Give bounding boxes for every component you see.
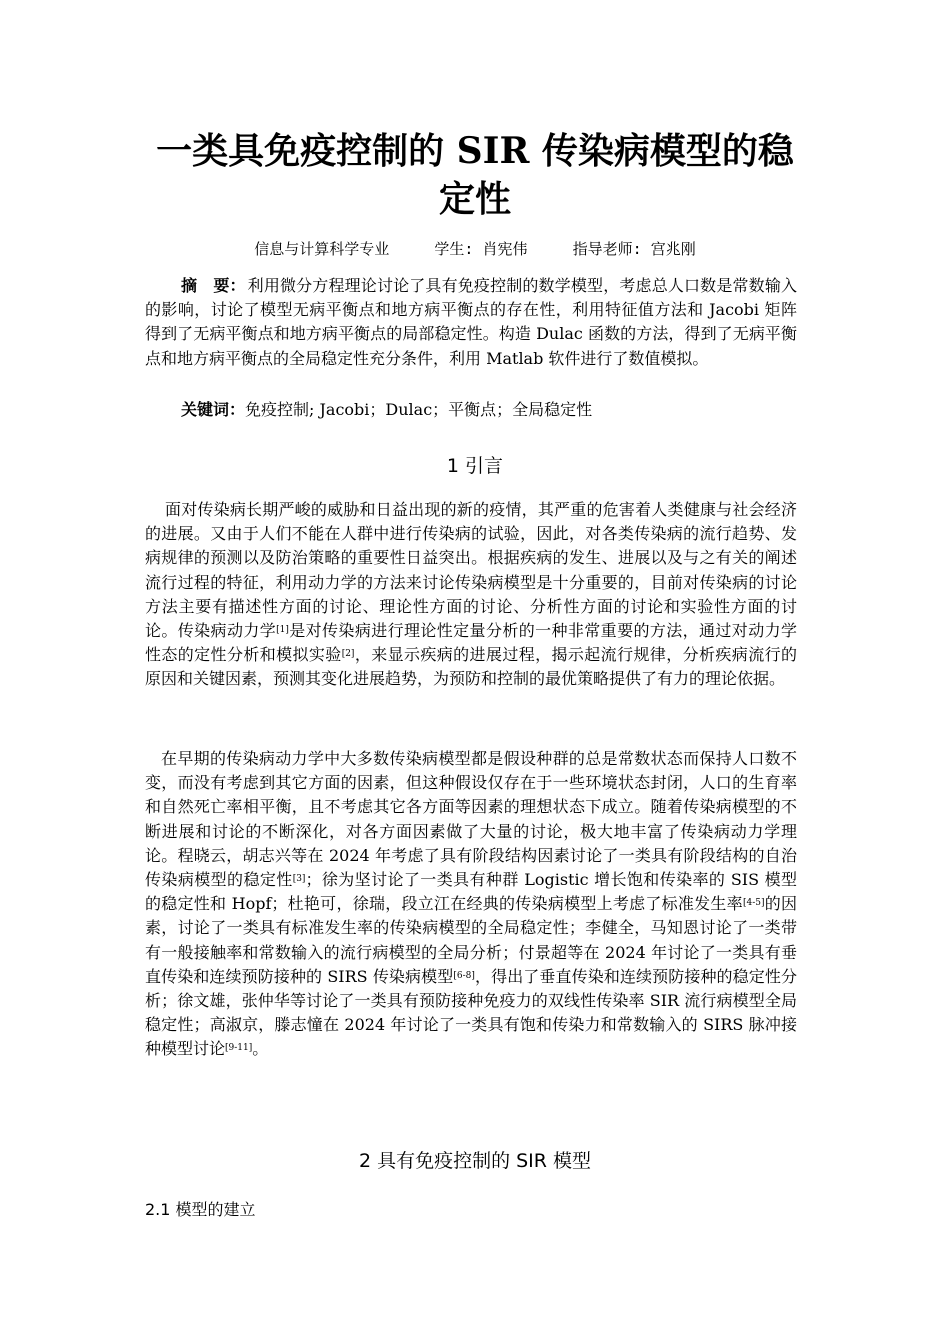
author-byline: 信息与计算科学专业 学生: 肖宪伟 指导老师: 宫兆刚 xyxy=(254,240,696,258)
section-heading-sir-model: 2 具有免疫控制的 SIR 模型 xyxy=(358,1150,592,1172)
citation[interactable]: [9-11] xyxy=(225,1043,253,1054)
citation[interactable]: [4-5] xyxy=(742,898,765,909)
citation[interactable]: [2] xyxy=(341,649,355,660)
citation[interactable]: [3] xyxy=(292,874,306,885)
keywords xyxy=(145,398,797,422)
intro-paragraph-2 xyxy=(145,747,797,1062)
keywords-label: 关键词： xyxy=(181,400,246,419)
abstract-text: 利用微分方程理论讨论了具有免疫控制的数学模型，考虑总人口数是常数输入的影响，讨论了模型无病平衡点和地方病平衡点的存在性，利用特征值方法和 Jacobi 矩阵得到了无病平衡点和地方病平衡点的局部稳定性。构造 Dulac 函数的方法，得到了无病平衡点和地方病平衡点的全局稳定性充分条件，利用 Matlab 软件进行了数值模拟。 xyxy=(145,276,797,368)
text-run: ，得出了垂直传染和连续预防接种的稳定性分析；徐文雄，张仲华等讨论了一类具有预防接种免疫力的双线性传染率 SIR 流行病模型全局稳定性；高淑京，滕志憧在 2024 年讨论了一类具有饱和传染力和常数输入的 SIRS 脉冲接种模型讨论 xyxy=(145,966,797,1059)
text-run: 。 xyxy=(252,1039,269,1059)
keywords-text: 免疫控制; Jacobi；Dulac；平衡点；全局稳定性 xyxy=(245,400,593,419)
text-run: ，来显示疾病的进展过程，揭示起流行规律，分析疾病流行的原因和关键因素，预测其变化进展趋势，为预防和控制的最优策略提供了有力的理论依据。 xyxy=(145,645,797,689)
citation[interactable]: [1] xyxy=(276,625,289,636)
intro-paragraph-1 xyxy=(145,498,797,692)
text-run: 在早期的传染病动力学中大多数传染病模型都是假设种群的总是常数状态而保持人口数不变，而没有考虑到其它方面的因素，但这种假设仅存在于一些环境状态封闭，人口的生育率和自然死亡率相平衡，且不考虑其它各方面等因素的理想状态下成立。随着传染病模型的不断进展和讨论的不断深化，对各方面因素做了大量的讨论，极大地丰富了传染病动力学理论。程晓云，胡志兴等在 2024 年考虑了具有阶段结构因素讨论了一类具有阶段结构的自治传染病模型的稳定性 xyxy=(145,749,797,890)
text-run: 的因素，讨论了一类具有标准发生率的传染病模型的全局稳定性；李健全，马知恩讨论了一类带有一般接触率和常数输入的流行病模型的全局分析；付景超等在 2024 年讨论了一类具有垂直传染和连续预防接种的 SIRS 传染病模型 xyxy=(145,894,797,986)
abstract xyxy=(145,274,797,371)
citation[interactable]: [6-8] xyxy=(453,970,475,981)
text-run: ；徐为坚讨论了一类具有种群 Logistic 增长饱和传染率的 SIS 模型的稳定性和 Hopf；杜艳可，徐瑞，段立江在经典的传染病模型上考虑了标准发生率 xyxy=(145,870,797,914)
subsection-heading-model-setup: 2.1 模型的建立 xyxy=(145,1200,256,1219)
text-run: 是对传染病进行理论性定量分析的一种非常重要的方法，通过对动力学性态的定性分析和模拟实验 xyxy=(145,621,797,665)
text-run: 面对传染病长期严峻的威胁和日益出现的新的疫情，其严重的危害着人类健康与社会经济的进展。又由于人们不能在人群中进行传染病的试验，因此，对各类传染病的流行趋势、发病规律的预测以及防治策略的重要性日益突出。根据疾病的发生、进展以及与之有关的阐述流行过程的特征，利用动力学的方法来讨论传染病模型是十分重要的，目前对传染病的讨论方法主要有描述性方面的讨论、理论性方面的讨论、分析性方面的讨论和实验性方面的讨论。传染病动力学 xyxy=(145,500,797,641)
page-title: 一类具免疫控制的 SIR 传染病模型的稳定性 xyxy=(156,130,794,220)
section-heading-introduction: 1 引言 xyxy=(446,455,504,477)
abstract-label: 摘 要： xyxy=(181,276,246,295)
